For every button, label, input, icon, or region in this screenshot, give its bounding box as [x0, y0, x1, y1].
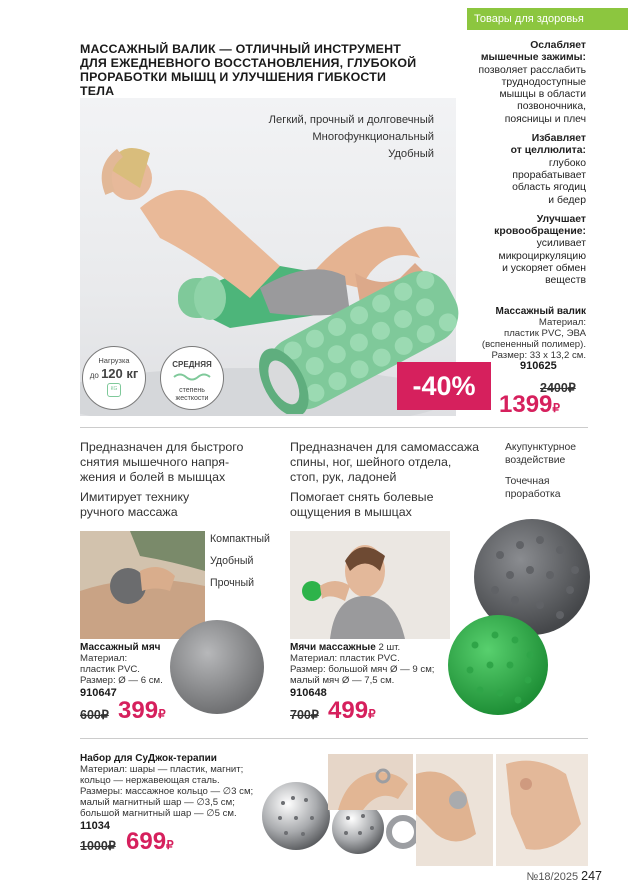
- sujok-photo-1: [328, 754, 413, 810]
- load-prefix: до: [89, 371, 99, 380]
- product-name: Набор для СуДжок-терапии: [80, 753, 217, 764]
- ball-features: [210, 528, 270, 594]
- currency: ₽: [166, 838, 174, 852]
- hand-ring-illustration: [328, 754, 413, 810]
- headline-line: ПРОРАБОТКИ МЫШЦ И УЛУЧШЕНИЯ ГИБКОСТИ ТЕЛА: [80, 70, 387, 98]
- product-detail: малый мяч Ø — 7,5 см.: [290, 675, 395, 686]
- feature-text: Многофункциональный: [312, 131, 434, 143]
- feature-line: проработка: [505, 489, 561, 500]
- product-detail: большой магнитный шар — ∅5 см.: [80, 808, 237, 819]
- page-headline: [80, 42, 420, 98]
- section-divider: [80, 427, 588, 428]
- description-line: жения и болей в мышцах: [80, 470, 226, 484]
- currency: ₽: [552, 401, 561, 415]
- stiffness-badge: [160, 346, 224, 410]
- price-value: 399: [118, 697, 159, 724]
- ball-new-price: [118, 697, 166, 725]
- wave-icon: [172, 372, 212, 382]
- balls-features-list: [505, 441, 576, 501]
- benefit-title: мышечные зажимы:: [480, 52, 586, 64]
- product-detail: Размеры: массажное кольцо — ∅3 см;: [80, 786, 254, 797]
- stiffness-label-line: жесткости: [175, 395, 209, 402]
- price-value: 699: [126, 828, 167, 855]
- benefit-text: позвоночника,: [517, 101, 586, 113]
- product-detail: Размер: большой мяч Ø — 9 см;: [290, 664, 435, 675]
- balls-new-price: [328, 697, 376, 725]
- sujok-photo-3: [496, 754, 588, 866]
- section-divider: [80, 738, 588, 739]
- product-detail: (вспененный полимер).: [481, 339, 586, 350]
- currency: ₽: [158, 707, 166, 721]
- hero-features: [269, 112, 434, 163]
- category-tab[interactable]: Товары для здоровья: [467, 8, 628, 30]
- headline-line: МАССАЖНЫЙ ВАЛИК — ОТЛИЧНЫЙ ИНСТРУМЕНТ: [80, 42, 401, 56]
- price-value: 1399: [499, 391, 553, 418]
- feature-line: Точечная: [505, 476, 550, 487]
- roller-product-info: [450, 306, 586, 361]
- benefit-text: веществ: [545, 275, 586, 287]
- description-line: снятия мышечного напря-: [80, 455, 230, 469]
- page-number: [527, 869, 602, 883]
- ball-old-price: 600₽: [80, 708, 109, 722]
- balls-code: 910648: [290, 687, 327, 699]
- benefit-text: позволяет расслабить: [478, 64, 586, 76]
- issue-label: №18/2025: [526, 871, 579, 883]
- product-detail: Материал:: [538, 317, 586, 328]
- description-line: стоп, рук, ладоней: [290, 470, 397, 484]
- benefit-text: прорабатывает: [512, 169, 586, 181]
- load-capacity-badge: [82, 346, 146, 410]
- ball-product-info: [80, 642, 190, 686]
- feature-line: Удобный: [210, 555, 254, 567]
- load-label: Нагрузка: [98, 356, 130, 365]
- discount-badge: -40%: [397, 362, 491, 410]
- headline-line: ДЛЯ ЕЖЕДНЕВНОГО ВОССТАНОВЛЕНИЯ, ГЛУБОКОЙ: [80, 56, 417, 70]
- balls-usage-photo: [290, 531, 450, 639]
- product-detail: малый магнитный шар — ∅3,5 см;: [80, 797, 235, 808]
- roller-new-price: [499, 391, 560, 419]
- sujok-new-price: [126, 828, 174, 856]
- feature-line: воздействие: [505, 455, 566, 466]
- product-detail: Размер: Ø — 6 см.: [80, 675, 163, 686]
- description-line: Предназначен для самомассажа: [290, 440, 479, 454]
- benefit-text: усиливает: [536, 238, 586, 250]
- product-detail: пластик PVC, ЭВА: [504, 328, 586, 339]
- benefit-text: поясницы и плеч: [504, 113, 586, 125]
- page-number-value: 247: [581, 869, 602, 883]
- price-value: 499: [328, 697, 369, 724]
- ball-code: 910647: [80, 687, 117, 699]
- benefit-title: Улучшает: [536, 213, 586, 225]
- description-line: Предназначен для быстрого: [80, 440, 244, 454]
- stiffness-value: СРЕДНЯЯ: [172, 360, 212, 369]
- feature-line: Акупунктурное: [505, 442, 577, 453]
- balls-product-info: [290, 642, 450, 686]
- description-line: Помогает снять болевые: [290, 490, 434, 504]
- benefits-list: [450, 40, 586, 295]
- benefit-title: Избавляет: [531, 133, 586, 145]
- balls-description: [290, 440, 500, 520]
- benefit-item: [450, 40, 586, 126]
- benefit-text: труднодоступные: [501, 76, 586, 88]
- woman-neck-massage-illustration: [290, 531, 450, 639]
- product-detail: Материал: пластик PVC.: [290, 653, 400, 664]
- description-line: Имитирует технику: [80, 490, 190, 504]
- load-value: 120 кг: [101, 366, 139, 381]
- product-detail: пластик PVC.: [80, 664, 140, 675]
- sujok-code: 11034: [80, 820, 110, 832]
- benefit-text: и ускоряет обмен: [502, 263, 586, 275]
- feature-line: Компактный: [210, 533, 270, 545]
- description-line: спины, ног, шейного отдела,: [290, 455, 452, 469]
- product-detail: Материал: шары — пластик, магнит;: [80, 764, 244, 775]
- foot-illustration: [496, 754, 588, 866]
- benefit-item: [450, 133, 586, 207]
- product-detail: Размер: 33 x 13,2 см.: [491, 350, 586, 361]
- product-qty: 2 шт.: [378, 642, 401, 653]
- feature-text: Удобный: [388, 148, 434, 160]
- benefit-title: Ослабляет: [530, 40, 586, 51]
- sujok-old-price: 1000₽: [80, 839, 116, 853]
- roller-code: 910625: [520, 360, 557, 372]
- benefit-text: мышцы в области: [499, 89, 586, 101]
- load-text: [83, 366, 145, 381]
- description-line: ощущения в мышцах: [290, 505, 412, 519]
- benefit-text: микроциркуляцию: [498, 250, 586, 262]
- spiky-balls-image: [440, 515, 600, 725]
- roller-old-price: 2400₽: [540, 381, 576, 395]
- stiffness-label-line: степень: [179, 387, 205, 394]
- product-name: Массажный мяч: [80, 642, 161, 653]
- product-detail: кольцо — нержавеющая сталь.: [80, 775, 220, 786]
- benefit-item: [450, 214, 586, 288]
- benefit-text: и бедер: [548, 194, 586, 206]
- benefit-text: область ягодиц: [512, 182, 586, 194]
- hand-ball-illustration: [416, 754, 493, 866]
- product-name: Массажный валик: [495, 306, 586, 317]
- stiffness-label: [161, 387, 223, 403]
- product-name: Мячи массажные: [290, 642, 376, 653]
- weight-icon: КG: [107, 383, 121, 397]
- currency: ₽: [368, 707, 376, 721]
- product-detail: Материал:: [80, 653, 128, 664]
- feature-line: Прочный: [210, 577, 255, 589]
- benefit-text: глубоко: [548, 157, 586, 169]
- benefit-title: кровообращение:: [494, 226, 586, 238]
- feature-text: Легкий, прочный и долговечный: [268, 114, 434, 126]
- description-line: ручного массажа: [80, 505, 178, 519]
- ball-description: [80, 440, 285, 520]
- sujok-photo-2: [416, 754, 493, 866]
- balls-old-price: 700₽: [290, 708, 319, 722]
- sujok-product-info: [80, 753, 280, 819]
- benefit-title: от целлюлита:: [510, 145, 586, 157]
